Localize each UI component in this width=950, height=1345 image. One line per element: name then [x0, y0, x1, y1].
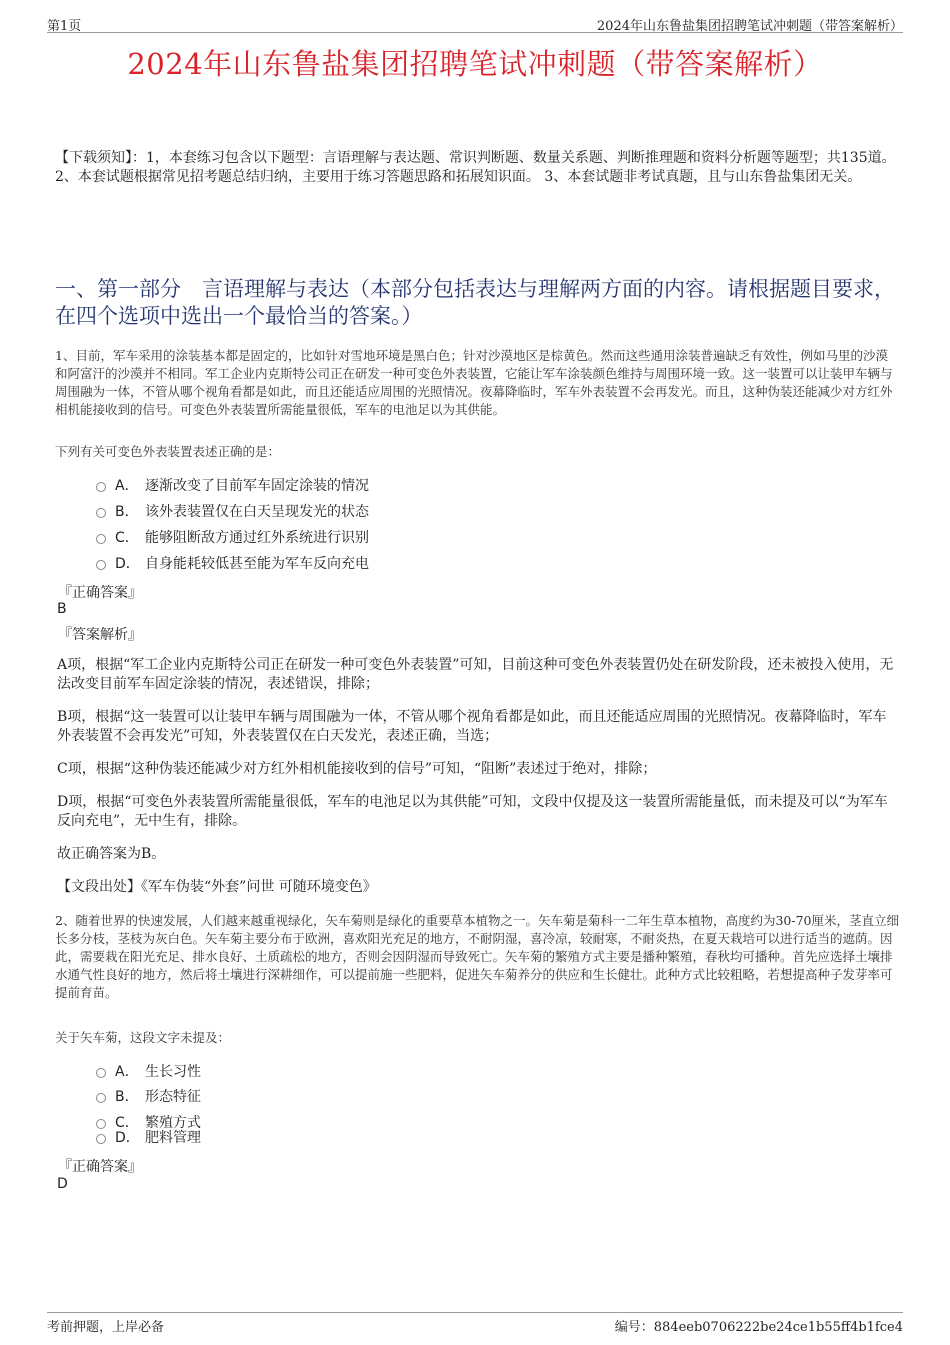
q1-answer-tag: 『正确答案』 [58, 585, 142, 601]
footer-code: 编号：884eeb0706222be24ce1b55ff4b1fce4 [614, 1320, 903, 1335]
q1-answer: B [57, 601, 67, 617]
q1-option-b[interactable]: B． 该外表装置仅在白天呈现发光的状态 [96, 502, 369, 522]
q1-analysis-d: D项，根据“可变色外表装置所需能量很低，军车的电池足以为其供能”可知，文段中仅提及这一装置所需能量低，而未提及可以“为军车反向充电”，无中生有，排除。 [57, 794, 888, 829]
document-title: 2024年山东鲁盐集团招聘笔试冲刺题（带答案解析） [127, 47, 823, 81]
radio-icon[interactable] [96, 1068, 106, 1078]
q2-option-a[interactable]: A． 生长习性 [96, 1062, 201, 1082]
question-1-text: 1、目前，军车采用的涂装基本都是固定的，比如针对雪地环境是黑白色；针对沙漠地区是棕黄色。然而这些通用涂装普遍缺乏有效性，例如马里的沙漠和阿富汗的沙漠并不相同。军工企业内克斯特公司正在研发一种可变色外表装置，它能让军车涂装颜色维持与周围环境一致。这一装置可以让装甲车辆与周围融为一体，不管从哪个视角看都是如此，而且还能适应周围的光照情况。夜幕降临时，军车外表装置不会再发光。而且，这种伪装还能减少对方红外相机能接收到的信号。可变色外表装置所需能量很低，军车的电池足以为其供能。 [55, 348, 893, 417]
q2-option-b[interactable]: B． 形态特征 [96, 1087, 201, 1107]
q1-source: 【文段出处】《军车伪装“外套”问世 可随环境变色》 [57, 879, 377, 895]
question-1-prompt: 下列有关可变色外表装置表述正确的是： [55, 444, 281, 459]
q1-option-a[interactable]: A． 逐渐改变了目前军车固定涂装的情况 [96, 476, 369, 496]
q1-analysis-b: B项，根据“这一装置可以让装甲车辆与周围融为一体，不管从哪个视角看都是如此，而且还能适应周围的光照情况。夜幕降临时，军车外表装置不会再发光”可知，外表装置仅在白天发光，表述正确，当选； [57, 709, 887, 744]
radio-icon[interactable] [96, 1093, 106, 1103]
page-number: 第1页 [47, 19, 82, 34]
page-footer [47, 1312, 903, 1335]
q1-option-c[interactable]: C． 能够阻断敌方通过红外系统进行识别 [96, 528, 369, 548]
q2-answer: D [57, 1176, 68, 1192]
radio-icon[interactable] [96, 482, 106, 492]
header-doc-title: 2024年山东鲁盐集团招聘笔试冲刺题（带答案解析） [596, 19, 903, 34]
radio-icon[interactable] [96, 560, 106, 570]
q2-answer-tag: 『正确答案』 [58, 1159, 142, 1175]
radio-icon[interactable] [96, 508, 106, 518]
question-2-text: 2、随着世界的快速发展，人们越来越重视绿化，矢车菊则是绿化的重要草本植物之一。矢车菊是菊科一二年生草本植物，高度约为30-70厘米，茎直立细长多分枝，茎枝为灰白色。矢车菊主要分布于欧洲，喜欢阳光充足的地方，不耐阴湿，喜冷凉，较耐寒，不耐炎热，在夏天栽培可以进行适当的遮荫。因此，需要栽在阳光充足、排水良好、土质疏松的地方，否则会因阴湿而导致死亡。矢车菊的繁殖方式主要是播种繁殖，春秋均可播种。首先应选择土壤排水通气性良好的地方，然后将土壤进行深耕细作，可以提前施一些肥料，促进矢车菊养分的供应和生长健壮。此种方式比较粗略，若想提高种子发芽率可提前育苗。 [55, 913, 899, 1000]
download-notice: 【下载须知】：1，本套练习包含以下题型：言语理解与表达题、常识判断题、数量关系题、判断推理题和资料分析题等题型；共135道。 2、本套试题根据常见招考题总结归纳，主要用于练习答题思路和拓展知识面。 3、本套试题非考试真题，且与山东鲁盐集团无关。 [55, 150, 896, 185]
page-header [47, 12, 903, 33]
q1-option-d[interactable]: D． 自身能耗较低甚至能为军车反向充电 [96, 554, 369, 574]
q1-analysis-tag: 『答案解析』 [58, 627, 142, 643]
q1-analysis-c: C项，根据“这种伪装还能减少对方红外相机能接收到的信号”可知，“阻断”表述过于绝对，排除； [57, 761, 657, 777]
q2-option-c[interactable]: C． 繁殖方式 [96, 1113, 201, 1133]
section-heading: 一、第一部分 言语理解与表达（本部分包括表达与理解两方面的内容。请根据题目要求，在四个选项中选出一个最恰当的答案。） [55, 277, 895, 328]
q1-conclusion: 故正确答案为B。 [57, 846, 166, 862]
question-2-prompt: 关于矢车菊，这段文字未提及： [55, 1030, 231, 1045]
q2-option-d[interactable]: D． 肥料管理 [96, 1128, 201, 1148]
footer-slogan: 考前押题，上岸必备 [47, 1320, 165, 1335]
radio-icon[interactable] [96, 1134, 106, 1144]
q1-analysis-a: A项，根据“军工企业内克斯特公司正在研发一种可变色外表装置”可知，目前这种可变色外表装置仍处在研发阶段，还未被投入使用，无法改变目前军车固定涂装的情况，表述错误，排除； [57, 657, 894, 692]
radio-icon[interactable] [96, 534, 106, 544]
